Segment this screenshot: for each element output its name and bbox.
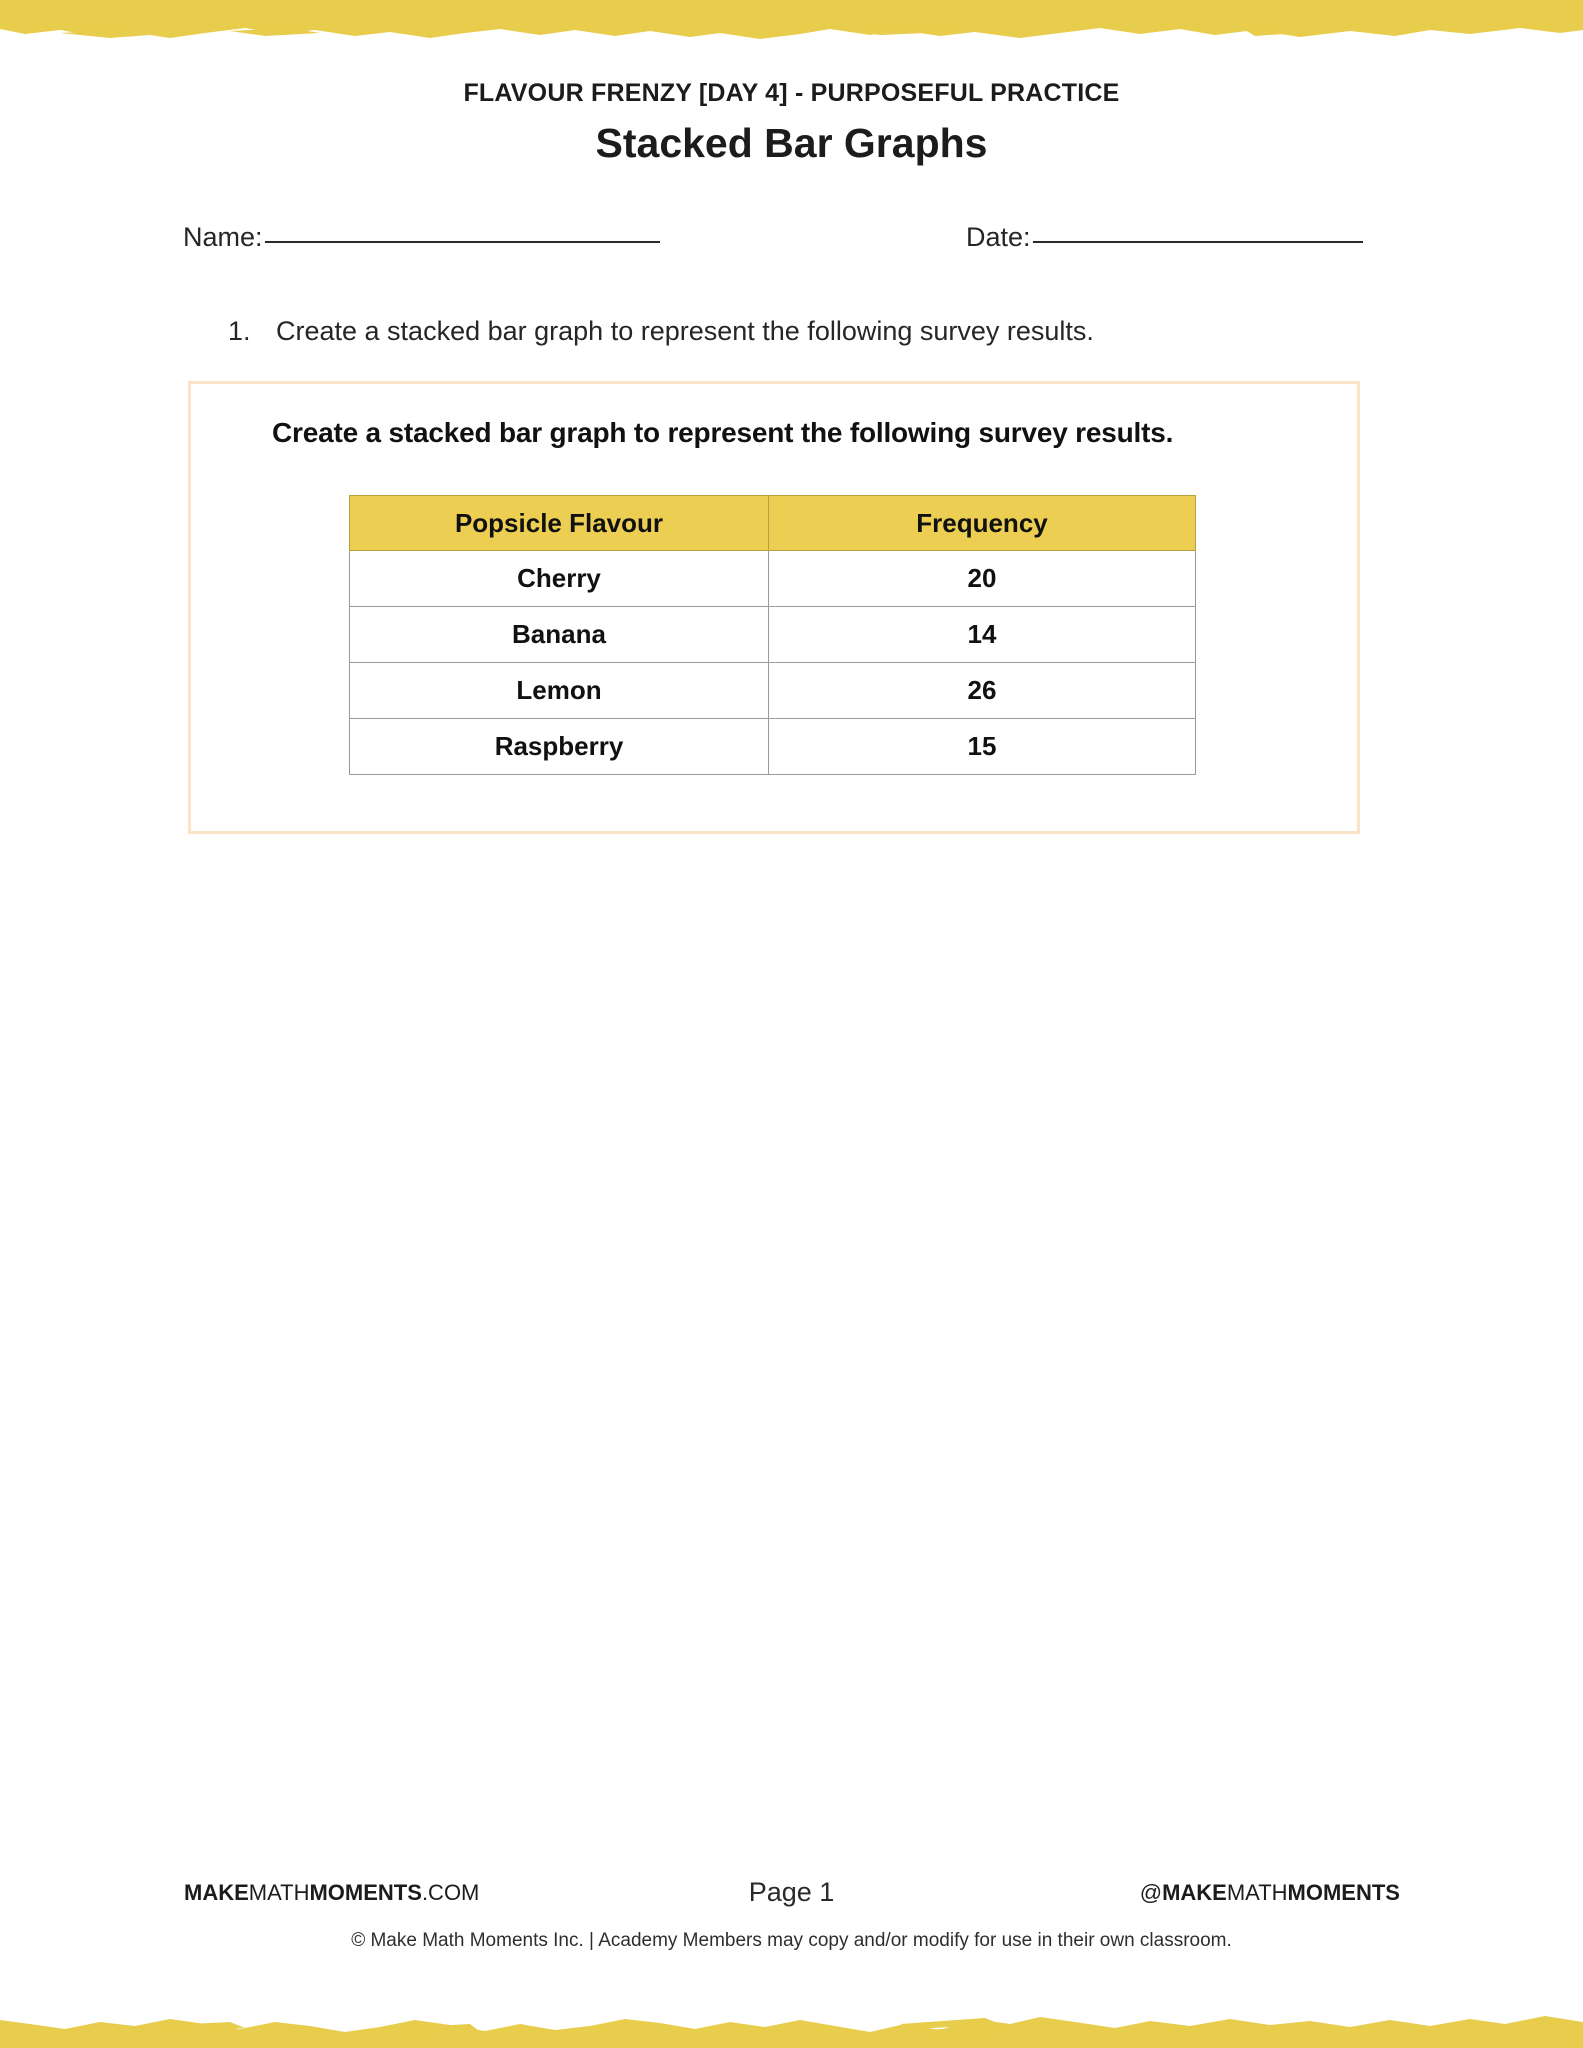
card-heading: Create a stacked bar graph to represent the following survey results. (272, 417, 1174, 448)
table-body (350, 551, 1196, 775)
page-header (0, 78, 1583, 167)
footer-handle-at: @ (1139, 1880, 1163, 1905)
cell-flavour: Lemon (350, 663, 769, 719)
footer-website-make: MAKE (184, 1880, 249, 1905)
footer-website-tld: .COM (421, 1880, 480, 1905)
table-row (350, 719, 1196, 775)
footer-handle-moments: MOMENTS (1287, 1880, 1400, 1905)
footer-handle-make: MAKE (1162, 1880, 1227, 1905)
footer-social-handle[interactable] (1140, 1880, 1400, 1906)
date-field[interactable] (966, 222, 1363, 253)
cell-frequency: 20 (769, 551, 1196, 607)
table-row (350, 551, 1196, 607)
question-content-card (188, 381, 1360, 834)
page-title: Stacked Bar Graphs (595, 120, 988, 166)
cell-flavour: Banana (350, 607, 769, 663)
date-label: Date: (966, 222, 1031, 252)
footer-website-moments: MOMENTS (309, 1880, 422, 1905)
name-write-line[interactable] (265, 241, 660, 243)
page-number: Page 1 (748, 1877, 835, 1907)
name-field[interactable] (183, 222, 660, 253)
footer-website-math: MATH (248, 1880, 310, 1905)
table-header-row (350, 496, 1196, 551)
cell-frequency: 15 (769, 719, 1196, 775)
column-header-frequency: Frequency (769, 496, 1196, 551)
question-number: 1. (228, 316, 251, 346)
table-row (350, 607, 1196, 663)
question-text: Create a stacked bar graph to represent the following survey results. (276, 316, 1094, 346)
cell-flavour: Raspberry (350, 719, 769, 775)
survey-results-table (349, 495, 1196, 775)
page-footer (0, 1877, 1583, 1920)
footer-handle-math: MATH (1226, 1880, 1288, 1905)
cell-flavour: Cherry (350, 551, 769, 607)
bottom-brush-band-decoration (0, 1986, 1583, 2048)
cell-frequency: 14 (769, 607, 1196, 663)
cell-frequency: 26 (769, 663, 1196, 719)
table-head (350, 496, 1196, 551)
worksheet-eyebrow: FLAVOUR FRENZY [DAY 4] - PURPOSEFUL PRACTICE (463, 79, 1120, 107)
copyright-notice: © Make Math Moments Inc. | Academy Members may copy and/or modify for use in their own classroom. (351, 1930, 1232, 1951)
date-write-line[interactable] (1033, 241, 1363, 243)
table-row (350, 663, 1196, 719)
column-header-flavour: Popsicle Flavour (350, 496, 769, 551)
question-1 (228, 316, 1408, 347)
name-label: Name: (183, 222, 263, 252)
top-brush-band-decoration (0, 0, 1583, 46)
